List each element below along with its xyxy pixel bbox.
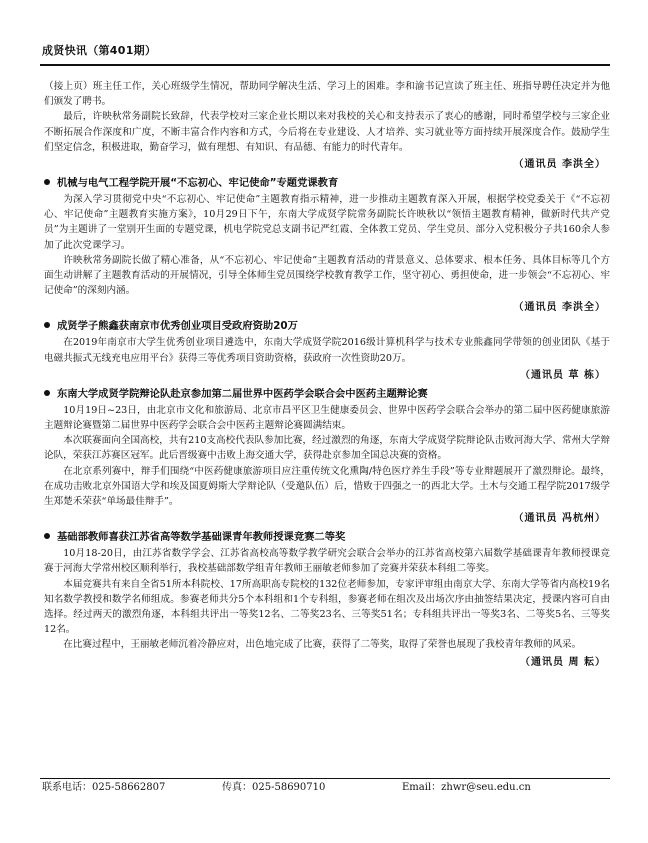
reporter-signature: （通讯员 李洪全）	[513, 159, 606, 171]
newsletter-body	[44, 79, 610, 673]
reporter-signature: （通讯员 周 耘）	[520, 656, 606, 668]
bullet-icon	[44, 322, 50, 328]
header-divider	[40, 64, 610, 66]
article-paragraph: 10月19日~23日，由北京市文化和旅游局、北京市昌平区卫生健康委员会、世界中医药学会联合会举办的第二届中医药健康旅游主题辩论赛暨第二届世界中医药学会联合会中医药主题辩论赛圆满结束。	[44, 404, 610, 432]
article-paragraph: 本届竞赛共有来自全省51所本科院校、17所高职高专院校的132位老师参加，专家评审组由南京大学、东南大学等省内高校19名知名数学教授和数学名师组成。参赛老师共分5个本科组和1个专科组，参赛老师在组次及出场次序由抽签结果决定，授课内容可自由选择。经过两天的激烈角逐，本科组共评出一等奖12名、二等奖23名、三等奖51名；专科组共评出一等奖3名、二等奖5名、三等奖12名。	[44, 578, 610, 636]
bullet-icon	[44, 179, 50, 185]
bullet-icon	[44, 390, 50, 396]
article-title: 机械与电气工程学院开展“不忘初心、牢记使命”专题党课教育	[44, 175, 610, 192]
reporter-signature: （通讯员 李洪全）	[513, 302, 606, 314]
article-paragraph: 在北京系列赛中，辩手们围绕“中医药健康旅游项目应注重传统文化熏陶/特色医疗养生手段”等专业辩题展开了激烈辩论。最终，在成功击败北京外国语大学和埃及国夏姆斯大学辩论队（受邀队伍）后，惜败于四强之一的西北大学。土木与交通工程学院2017级学生郑楚禾荣获“单场最佳辩手”。	[44, 465, 610, 508]
article-paragraph: 10月18-20日，由江苏省数学学会、江苏省高校高等数学教学研究会联合会举办的江苏省高校第六届数学基础课青年教师授课竞赛于河海大学常州校区顺利举行，我校基础部数学组青年教师王丽敏老师参加了竞赛并荣获本科组二等奖。	[44, 548, 610, 575]
article-title: 基础部教师喜获江苏省高等数学基础课青年教师授课竞赛二等奖	[44, 529, 610, 546]
article-paragraph: 在比赛过程中，王丽敏老师沉着冷静应对，出色地完成了比赛，获得了二等奖，取得了荣誉也展现了我校青年教师的风采。	[63, 639, 582, 651]
contact-email: Email：zhwr@seu.edu.cn	[402, 782, 531, 793]
contact-fax: 传真：025-58690710	[222, 782, 326, 793]
reporter-signature: （通讯员 冯杭州）	[513, 513, 606, 525]
footer-divider	[40, 778, 610, 779]
contact-phone: 联系电话：025-58662807	[42, 782, 166, 793]
article-title: 东南大学成贤学院辩论队赴京参加第二届世界中医药学会联合会中医药主题辩论赛	[44, 386, 610, 403]
newsletter-title: 成贤快讯（第401期）	[42, 44, 157, 57]
intro-paragraph: （接上页）班主任工作，关心班级学生情况，帮助同学解决生活、学习上的困难。李和渝书记宣读了班主任、班指导聘任决定并为他们颁发了聘书。	[44, 81, 610, 108]
article-paragraph: 在2019年南京市大学生优秀创业项目遴选中，东南大学成贤学院2016级计算机科学与技术专业熊鑫同学带领的创业团队《基于电磁共振式无线充电应用平台》获得三等优秀项目资助资格，获政府一次性资助20万。	[44, 337, 610, 364]
article-paragraph: 本次联赛面向全国高校，共有210支高校代表队参加比赛，经过激烈的角逐，东南大学成贤学院辩论队击败河海大学、常州大学辩论队，荣获江苏赛区冠军。此后晋级赛中击败上海交通大学，获得赴京参加全国总决赛的资格。	[44, 435, 610, 462]
bullet-icon	[44, 533, 50, 539]
article-title: 成贤学子熊鑫获南京市优秀创业项目受政府资助20万	[44, 318, 610, 335]
reporter-signature: （通讯员 草 栋）	[520, 369, 606, 381]
article-paragraph: 许映秋常务副院长做了精心准备，从“不忘初心、牢记使命”主题教育活动的背景意义、总体要求、根本任务、具体目标等几个方面生动讲解了主题教育活动的开展情况，引导全体师生党员围绕学校教育教学工作，坚守初心、勇担使命，进一步领会“不忘初心、牢记使命”的深刻内涵。	[44, 254, 610, 297]
intro-paragraph: 最后，许映秋常务副院长致辞，代表学校对三家企业长期以来对我校的关心和支持表示了衷心的感谢，同时希望学校与三家企业不断拓展合作深度和广度，不断丰富合作内容和方式，今后将在专业建设、人才培养、实习就业等方面持续开展深度合作。鼓励学生们坚定信念，积极进取，勤奋学习，做有理想、有知识、有品德、有能力的时代青年。	[44, 111, 610, 153]
article-paragraph: 为深入学习贯彻党中央“不忘初心、牢记使命”主题教育指示精神，进一步推动主题教育深入开展，根据学校党委关于《“不忘初心、牢记使命”主题教育实施方案》，10月29日下午，东南大学成贤学院常务副院长许映秋以“领悟主题教育精神，做新时代共产党员”为主题讲了一堂别开生面的专题党课，机电学院党总支副书记严红霞、全体教工党员、学生党员、部分入党积极分子共160余人参加了此次党课学习。	[44, 194, 610, 251]
